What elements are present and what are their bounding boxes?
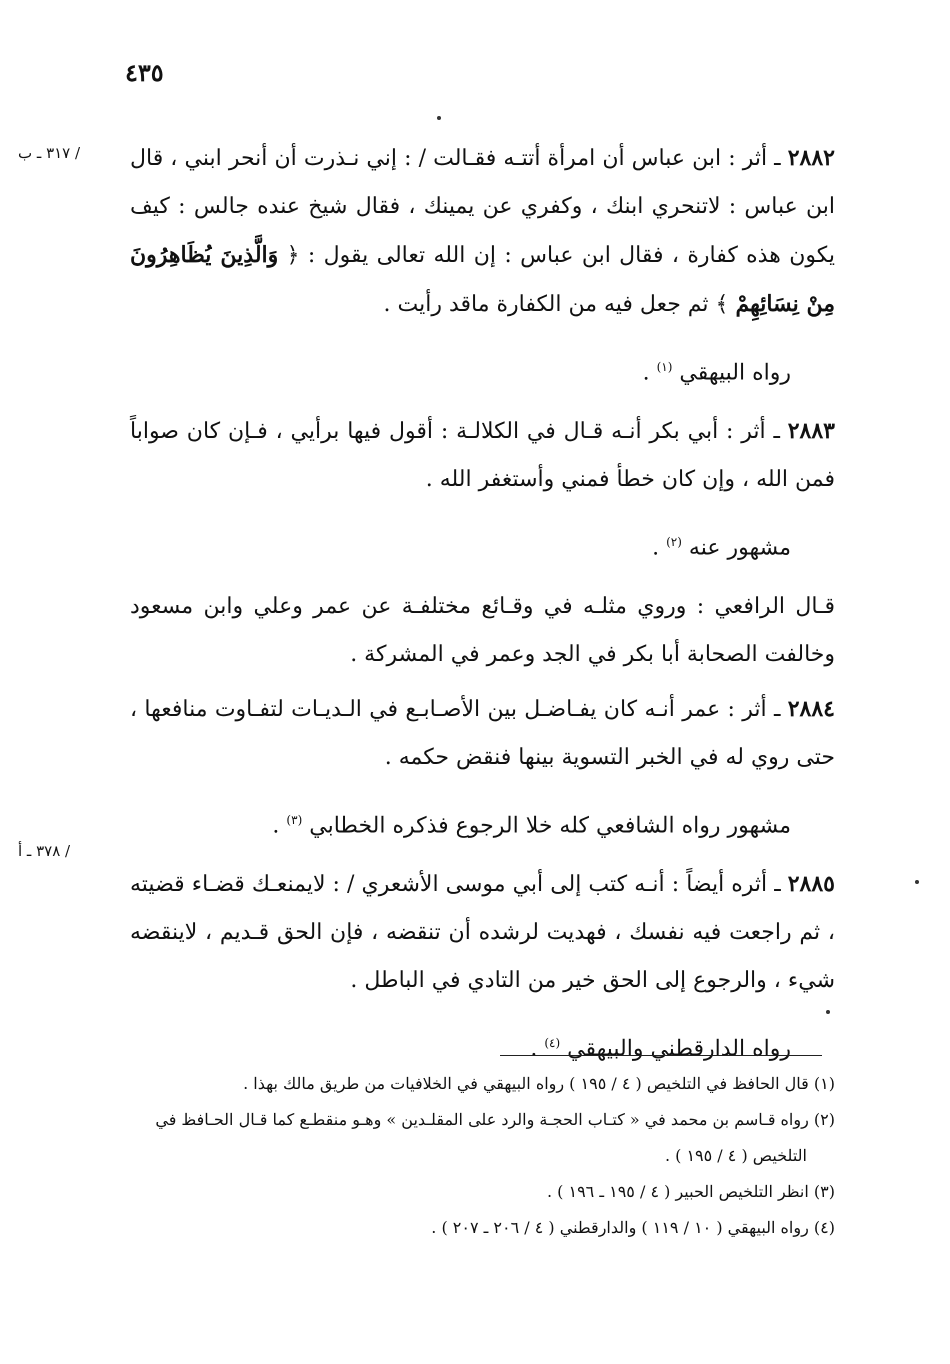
margin-reference: / ٣٧٨ ـ أ (18, 842, 71, 860)
scan-speck (915, 880, 919, 884)
entry-2883 (130, 407, 835, 504)
footnote: (٤) رواه البيهقي ( ١٠ / ١١٩ ) والدارقطني ( ٤ / ٢٠٦ ـ ٢٠٧ ) . (431, 1218, 835, 1237)
entry-2885 (130, 860, 835, 1005)
entry-source: مشهور عنه $^{(٢)}$ . (652, 535, 791, 561)
footnote-continuation: التلخيص ( ٤ / ١٩٥ ) . (664, 1146, 807, 1165)
footnote-ref: (٤) (544, 1035, 561, 1050)
footnote: (٣) انظر التلخيص الحبير ( ٤ / ١٩٥ ـ ١٩٦ ) . (546, 1182, 835, 1201)
page-number: ٤٣٥ (125, 58, 164, 87)
entry-source: مشهور رواه الشافعي كله خلا الرجوع فذكره الخطابي $^{(٣)}$ . (272, 812, 791, 838)
footnote: (١) قال الحافظ في التلخيص ( ٤ / ١٩٥ ) رواه البيهقي في الخلافيات من طريق مالك بهذا . (243, 1074, 835, 1093)
footnote-ref: (٢) (666, 535, 682, 550)
footnote-divider (500, 1055, 822, 1056)
footnote: (٢) رواه قـاسم بن محمد في « كتـاب الحجـة والرد على المقلـدين » وهـو منقطـع كما قـال الحـافظ في (155, 1110, 835, 1129)
entry-source: رواه البيهقي $^{(١)}$ . (642, 360, 791, 386)
footnotes (130, 1066, 835, 1246)
entry-2884 (130, 685, 835, 782)
entry-text: ـ أثر : عمر أنـه كان يفـاضـل بين الأصـابـع في الـديـات لتفـاوت منافعها ، حتى روي له في الخبر التسوية بينها فنقض حكمه . (130, 696, 835, 770)
quran-verse: وَالَّذِينَ يُظَاهِرُونَ مِنْ نِسَائِهِمْ (130, 242, 835, 317)
entry-source: رواه الدارقطني والبيهقي $^{(٤)}$ . (530, 1035, 791, 1062)
entry-text: ـ أثر : أبي بكر أنـه قـال في الكلالـة : أقول فيها برأيي ، فـإن كان صواباً فمن الله ، وإن كان خطأ فمني وأستغفر الله . (130, 419, 835, 493)
entry-number: ٢٨٨٤ (787, 695, 835, 722)
main-text (130, 128, 835, 1083)
footnote-ref: (١) (656, 360, 673, 374)
entry-text: ـ أثره أيضاً : أنـه كتب إلى أبي موسى الأشعري / : لايمنعـك قضـاء قضيته ، ثم راجعت فيه نفسك ، فهديت لرشده أن تنقضه ، فإن الحق قـديم ، لاينقضه شيء ، والرجوع إلى الحق خير من التادي في الباطل . (130, 871, 835, 993)
entry-text: ﴾ ثم جعل فيه من الكفارة ماقد رأيت . (383, 292, 736, 317)
entry-number: ٢٨٨٥ (787, 870, 835, 897)
footnote-ref: (٣) (286, 812, 303, 827)
entry-number: ٢٨٨٢ (787, 145, 835, 171)
scan-speck (826, 1010, 830, 1014)
entry-number: ٢٨٨٣ (787, 418, 835, 445)
entry-text: قـال الرافعي : وروي مثلـه في وقـائع مختلفـة عن عمر وعلي وابن مسعود وخالفت الصحابة أبا بكر في الجد وعمر في المشركة . (130, 593, 835, 667)
entry-text: ـ أثر : ابن عباس أن امرأة أتتـه فقـالت / : إني نـذرت أن أنحر ابني ، قال ابن عباس : لاتنحري ابنك ، وكفري عن يمينك ، فقال شيخ عنده جالس : كيف يكون هذه كفارة ، فقال ابن عباس : إن الله تعالى يقول : ﴿ (130, 146, 835, 268)
entry-2882 (130, 134, 835, 329)
scan-speck (437, 116, 441, 120)
margin-reference: / ٣١٧ ـ ب (18, 144, 81, 162)
rafii-comment (130, 583, 835, 679)
